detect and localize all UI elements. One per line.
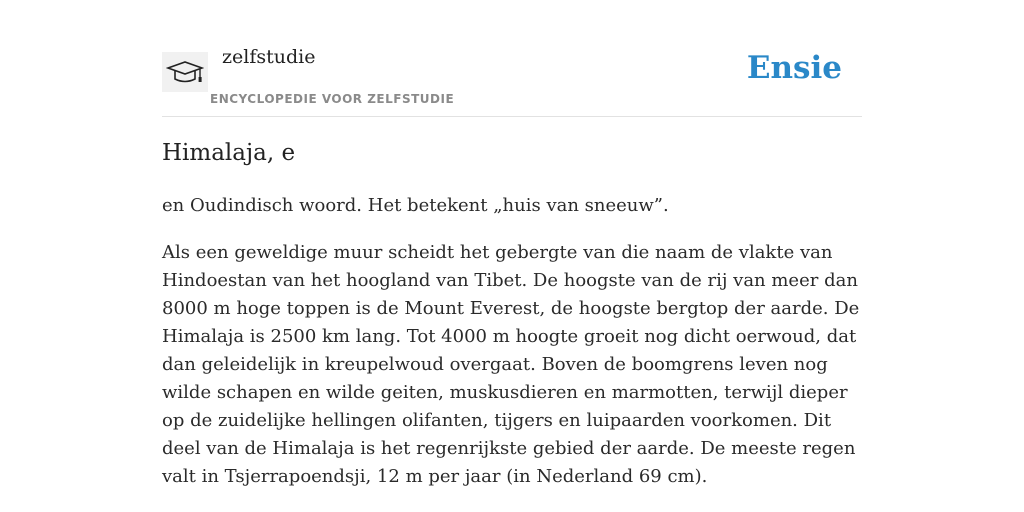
ensie-brand-link[interactable]: Ensie — [746, 50, 842, 86]
article-body — [162, 192, 862, 510]
site-tagline: ENCYCLOPEDIE VOOR ZELFSTUDIE — [210, 92, 455, 106]
article-paragraph: Als een geweldige muur scheidt het gebergte van die naam de vlakte van Hindoestan van het hoogland van Tibet. De hoogste van de rij van meer dan 8000 m hoge toppen is de Mount Everest, de hoogste bergtop der aarde. De Himalaja is 2500 km lang. Tot 4000 m hoogte groeit nog dicht oerwoud, dat dan geleidelijk in kreupelwoud overgaat. Boven de boomgrens leven nog wilde schapen en wilde geiten, muskusdieren en marmotten, terwijl dieper op de zuidelijke hellingen olifanten, tijgers en luipaarden voorkomen. Dit deel van de Himalaja is het regenrijkste gebied der aarde. De meeste regen valt in Tsjerrapoendsji, 12 m per jaar (in Nederland 69 cm). — [162, 242, 860, 487]
logo-link[interactable] — [162, 52, 208, 92]
article-paragraph: en Oudindisch woord. Het betekent „huis van sneeuw”. — [162, 195, 669, 216]
site-header — [162, 40, 862, 117]
site-name-link[interactable]: zelfstudie — [222, 46, 316, 68]
article-title: Himalaja, e — [162, 140, 296, 166]
